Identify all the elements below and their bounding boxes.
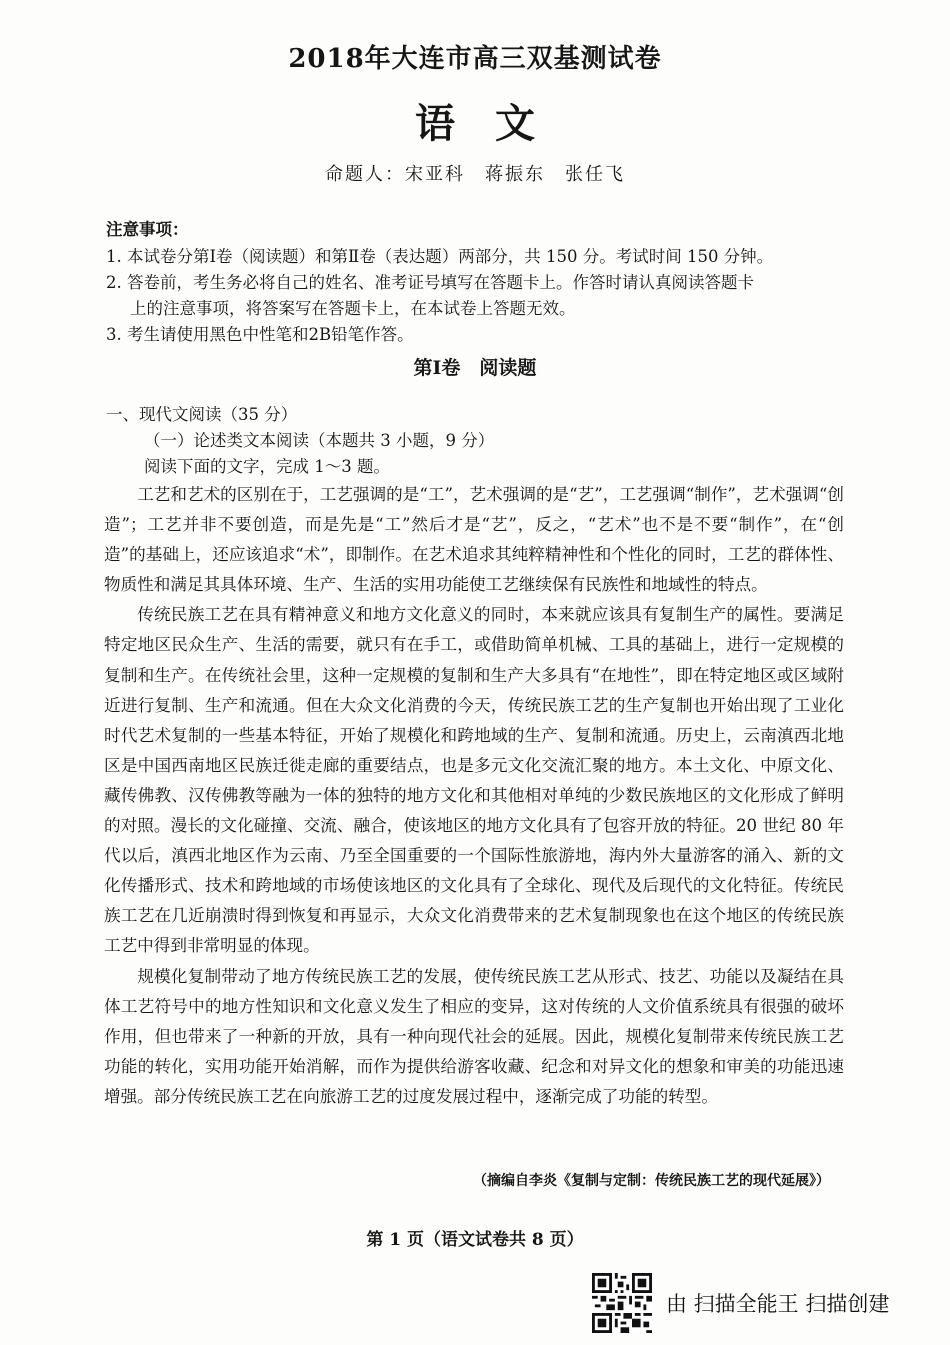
instruction: 阅读下面的文字，完成 1～3 题。 bbox=[144, 457, 390, 476]
passage-paragraph: 规模化复制带动了地方传统民族工艺的发展，使传统民族工艺从形式、技艺、功能以及凝结在具体工艺符号中的地方性知识和文化意义发生了相应的变异，这对传统的人文价值系统具有很强的破坏作用，但也带来了一种新的开放，具有一种向现代社会的延展。因此，规模化复制带来传统民族工艺功能的转化，实用功能开始消解，而作为提供给游客收藏、纪念和对异文化的想象和审美的功能迅速增强。部分传统民族工艺在向旅游工艺的过度发展过程中，逐渐完成了功能的转型。 bbox=[104, 966, 844, 1106]
notes-item-continuation: 上的注意事项，将答案写在答题卡上，在本试卷上答题无效。 bbox=[130, 299, 576, 318]
passage-source: （摘编自李炎《复制与定制：传统民族工艺的现代延展》） bbox=[473, 1173, 830, 1189]
section-heading: 第Ⅰ卷 阅读题 bbox=[413, 357, 537, 379]
notes-item: 3. 考生请使用黑色中性笔和2B铅笔作答。 bbox=[106, 325, 414, 344]
qr-code-icon bbox=[592, 1273, 652, 1333]
passage-paragraph: 工艺和艺术的区别在于，工艺强调的是“工”，艺术强调的是“艺”，工艺强调“制作”，艺术强调“创造”；工艺并非不要创造，而是先是“工”然后才是“艺”，反之，“艺术”也不是不要“制作”，在“创造”的基础上，还应该追求“术”，即制作。在艺术追求其纯粹精神性和个性化的同时，工艺的群体性、物质性和满足其具体环境、生产、生活的实用功能使工艺继续保有民族性和地域性的特点。 bbox=[104, 485, 844, 595]
scan-watermark bbox=[592, 1273, 889, 1333]
notes-item: 2. 答卷前，考生务必将自己的姓名、准考证号填写在答题卡上。作答时请认真阅读答题卡 bbox=[106, 273, 754, 292]
notes-heading: 注意事项： bbox=[106, 220, 189, 239]
passage bbox=[104, 480, 844, 1112]
exam-title: 2018年大连市高三双基测试卷 bbox=[288, 44, 662, 74]
notes-section bbox=[106, 216, 846, 348]
part-title: 一、现代文阅读（35 分） bbox=[106, 405, 298, 424]
scan-label: 由 扫描全能王 扫描创建 bbox=[666, 1292, 890, 1316]
sub-title: （一）论述类文本阅读（本题共 3 小题，9 分） bbox=[144, 431, 495, 450]
notes-item: 1. 本试卷分第Ⅰ卷（阅读题）和第Ⅱ卷（表达题）两部分，共 150 分。考试时间 150 分钟。 bbox=[106, 247, 774, 266]
part-header bbox=[106, 402, 494, 480]
page-footer: 第 1 页（语文试卷共 8 页） bbox=[366, 1230, 584, 1250]
subject-title: 语文 bbox=[415, 100, 575, 147]
passage-paragraph: 传统民族工艺在具有精神意义和地方文化意义的同时，本来就应该具有复制生产的属性。要满足特定地区民众生产、生活的需要，就只有在手工，或借助简单机械、工具的基础上，进行一定规模的复制和生产。在传统社会里，这种一定规模的复制和生产大多具有“在地性”，即在特定地区或区域附近进行复制、生产和流通。但在大众文化消费的今天，传统民族工艺的生产复制也开始出现了工业化时代艺术复制的一些基本特征，开始了规模化和跨地域的生产、复制和流通。历史上，云南滇西北地区是中国西南地区民族迁徙走廊的重要结点，也是多元文化交流汇聚的地方。本土文化、中原文化、藏传佛教、汉传佛教等融为一体的独特的地方文化和其他相对单纯的少数民族地区的文化形成了鲜明的对照。漫长的文化碰撞、交流、融合，使该地区的地方文化具有了包容开放的特征。20 世纪 80 年代以后，滇西北地区作为云南、乃至全国重要的一个国际性旅游地，海内外大量游客的涌入、新的文化传播形式、技术和跨地域的市场使该地区的文化具有了全球化、现代及后现代的文化特征。传统民族工艺在几近崩溃时得到恢复和再显示，大众文化消费带来的艺术复制现象也在这个地区的传统民族工艺中得到非常明显的体现。 bbox=[104, 605, 844, 956]
authors-line: 命题人：宋亚科 蒋振东 张任飞 bbox=[325, 164, 625, 185]
